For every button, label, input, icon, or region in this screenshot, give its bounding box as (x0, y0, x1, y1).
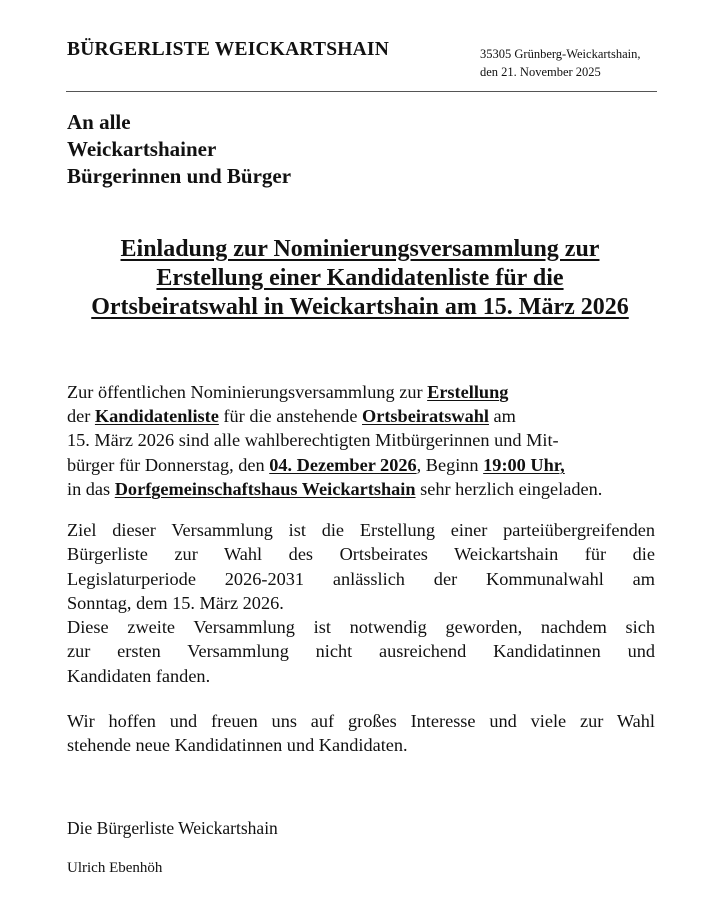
recipient-block (67, 109, 291, 190)
paragraph-line: Diese zweite Versammlung ist notwendig geworden, nachdem sich (67, 617, 655, 638)
paragraph-line (67, 453, 602, 477)
text-segment: am (488, 406, 516, 427)
paragraph-line: Sonntag, dem 15. März 2026. (67, 592, 284, 613)
closing-paragraph (67, 709, 655, 758)
text-segment: der (67, 406, 95, 427)
paragraph-line: Legislaturperiode 2026-2031 anlässlich der Kommunalwahl am (67, 568, 655, 589)
text-segment: für die anstehende (218, 406, 363, 427)
place-line: 35305 Grünberg-Weickartshain, (480, 47, 641, 61)
place-and-date (480, 45, 641, 81)
highlight-kandidatenliste: Kandidatenliste (94, 406, 219, 427)
paragraph-line: Ziel dieser Versammlung ist die Erstellung einer parteiübergreifenden (67, 520, 655, 540)
title-line: Erstellung einer Kandidatenliste für die (156, 265, 564, 291)
signer-name: Ulrich Ebenhöh (67, 860, 163, 876)
paragraph-line (67, 404, 602, 428)
text-segment: Zur öffentlichen Nominierungsversammlung zur (67, 382, 428, 402)
paragraph-line: Bürgerliste zur Wahl des Ortsbeirates Weickartshain für die (67, 544, 655, 565)
text-segment: in das (67, 478, 115, 499)
title-line: Ortsbeiratswahl in Weickartshain am 15. März 2026 (91, 294, 629, 320)
date-line: den 21. November 2025 (480, 65, 601, 79)
paragraph-line (67, 477, 602, 501)
paragraph-line: stehende neue Kandidatinnen und Kandidaten. (67, 735, 408, 756)
purpose-paragraph (67, 518, 655, 688)
paragraph-line: Wir hoffen und freuen uns auf großes Interesse und viele zur Wahl (67, 711, 655, 731)
text-segment: , Beginn (416, 454, 484, 475)
recipient-line: An alle (67, 110, 131, 134)
paragraph-line: zur ersten Versammlung nicht ausreichend Kandidatinnen und (67, 641, 655, 662)
highlight-venue: Dorfgemeinschaftshaus Weickartshain (114, 478, 416, 499)
text-segment: bürger für Donnerstag, den (67, 454, 270, 475)
recipient-line: Bürgerinnen und Bürger (67, 164, 292, 188)
organization-name: BÜRGERLISTE WEICKARTSHAIN (67, 39, 389, 60)
paragraph-line: Kandidaten fanden. (67, 665, 211, 686)
recipient-line: Weickartshainer (67, 137, 217, 161)
closing-signature: Die Bürgerliste Weickartshain (67, 818, 278, 838)
invitation-paragraph (67, 380, 602, 501)
highlight-ortsbeiratswahl: Ortsbeiratswahl (362, 406, 489, 427)
highlight-erstellung: Erstellung (427, 382, 509, 402)
highlight-time: 19:00 Uhr, (483, 454, 565, 475)
paragraph-line: 15. März 2026 sind alle wahlberechtigten Mitbürgerinnen und Mit- (67, 430, 559, 451)
title-line: Einladung zur Nominierungsversammlung zur (120, 236, 600, 262)
highlight-date: 04. Dezember 2026 (269, 454, 417, 475)
text-segment: sehr herzlich eingeladen. (415, 478, 603, 499)
invitation-title (40, 235, 680, 322)
header-divider (66, 91, 657, 92)
paragraph-line (67, 380, 602, 404)
